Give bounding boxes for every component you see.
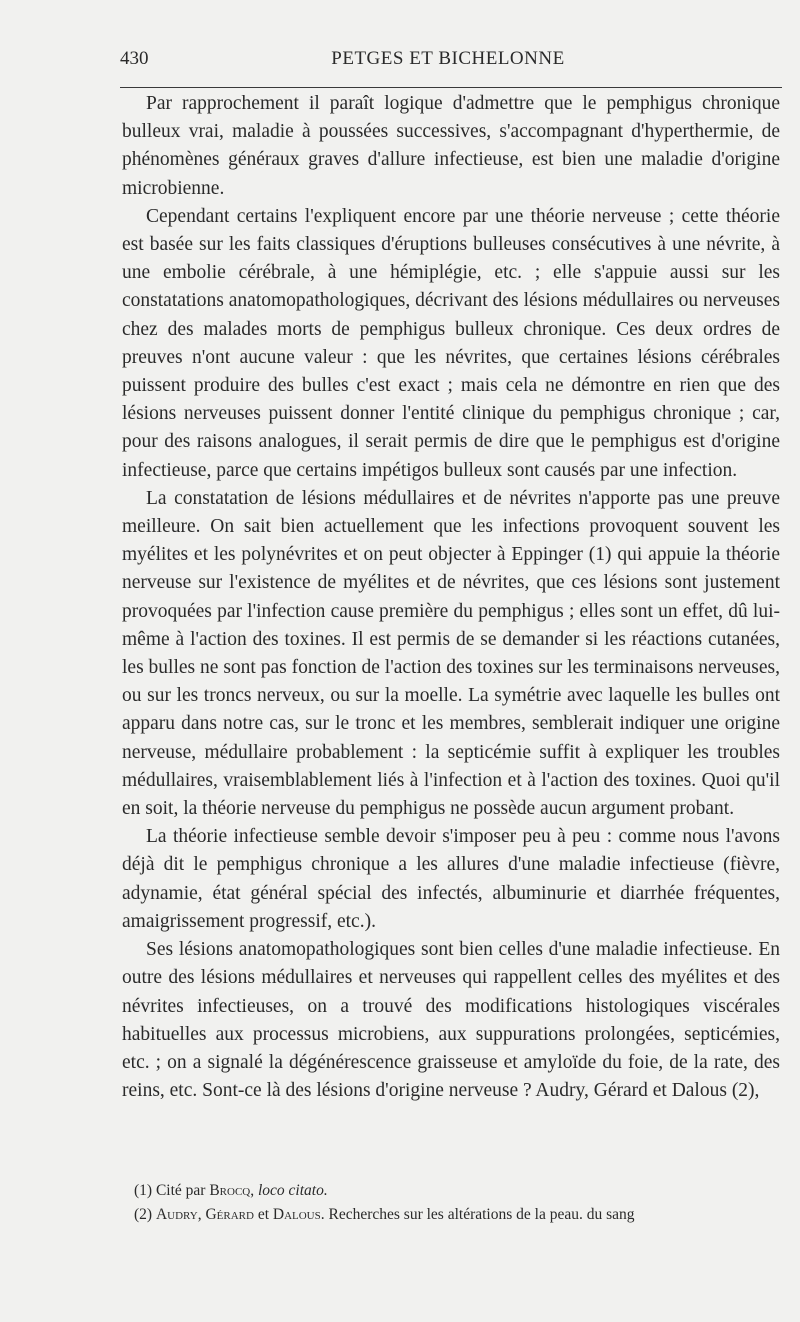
footnote-author: Brocq, bbox=[209, 1182, 255, 1199]
running-title: PETGES ET BICHELONNE bbox=[331, 48, 565, 69]
body-text bbox=[122, 90, 780, 1105]
footnotes bbox=[122, 1179, 784, 1227]
page-header bbox=[120, 48, 776, 74]
paragraph-4: La théorie infectieuse semble devoir s'imposer peu à peu : comme nous l'avons déjà dit le pemphigus chronique a les allures d'une maladie infectieuse (fièvre, adynamie, état général spécial des infectés, albuminurie et diarrhée fréquentes, amaigrissement progressif, etc.). bbox=[122, 826, 780, 932]
footnote-text: Recherches sur les altérations de la peau. du sang bbox=[328, 1206, 635, 1223]
paragraph-1: Par rapprochement il paraît logique d'admettre que le pemphigus chronique bulleux vrai, maladie à poussées successives, s'accompagnant d'hyperthermie, de phénomènes généraux graves d'allure infectieuse, est bien une maladie d'origine microbienne. bbox=[122, 93, 780, 199]
footnote-authors: Audry, Gérard bbox=[155, 1206, 254, 1223]
footnote-last-author: Dalous. bbox=[272, 1206, 325, 1223]
footnote-2 bbox=[122, 1203, 784, 1227]
paragraph-5: Ses lésions anatomopathologiques sont bien celles d'une maladie infectieuse. En outre des lésions médullaires et nerveuses qui rappellent celles des myélites et des névrites infectieuses, on a trouvé des modifications histologiques viscérales habituelles aux processus microbiens, aux suppurations prolongées, septicémies, etc. ; on a signalé la dégénérescence graisseuse et amyloïde du foie, de la rate, des reins, etc. Sont-ce là des lésions d'origine nerveuse ? Audry, Gérard et Dalous (2), bbox=[122, 939, 780, 1102]
footnote-conjunction: et bbox=[257, 1206, 269, 1223]
footnote-reference: loco citato. bbox=[257, 1182, 328, 1199]
footnote-text: Cité par bbox=[155, 1182, 206, 1199]
paragraph-2: Cependant certains l'expliquent encore par une théorie nerveuse ; cette théorie est basée sur les faits classiques d'éruptions bulleuses consécutives à une névrite, à une embolie cérébrale, à une hémiplégie, etc. ; elle s'appuie aussi sur les constatations anatomopathologiques, décrivant des lésions médullaires ou nerveuses chez des malades morts de pemphigus bulleux chronique. Ces deux ordres de preuves n'ont aucune valeur : que les névrites, que certaines lésions cérébrales puissent produire des bulles c'est exact ; mais cela ne démontre en rien que des lésions nerveuses puissent donner l'entité clinique du pemphigus chronique ; car, pour des raisons analogues, il serait permis de dire que le pemphigus est d'origine infectieuse, parce que certains impétigos bulleux sont causés par une infection. bbox=[122, 205, 780, 481]
footnote-marker: (1) bbox=[134, 1182, 153, 1199]
page-number: 430 bbox=[120, 48, 149, 69]
paragraph-3: La constatation de lésions médullaires et de névrites n'apporte pas une preuve meilleure. On sait bien actuellement que les infections provoquent souvent les myélites et les polynévrites et on peut objecter à Eppinger (1) qui appuie la théorie nerveuse sur l'existence de myélites et de névrites, que ces lésions sont justement provoquées par l'infection cause première du pemphigus ; elles sont un effet, dû lui-même à l'action des toxines. Il est permis de se demander si les réactions cutanées, les bulles ne sont pas fonction de l'action des toxines sur les terminaisons nerveuses, ou sur les troncs nerveux, ou sur la moelle. La symétrie avec laquelle les bulles ont apparu dans notre cas, sur le tronc et les membres, semblerait indiquer une origine nerveuse, médullaire probablement : la septicémie suffit à expliquer les troubles médullaires, vraisemblablement liés à l'infection et à l'action des toxines. Quoi qu'il en soit, la théorie nerveuse du pemphigus ne possède aucun argument probant. bbox=[122, 487, 780, 820]
footnote-1 bbox=[122, 1179, 784, 1203]
header-rule bbox=[120, 87, 782, 88]
footnote-marker: (2) bbox=[134, 1206, 153, 1223]
